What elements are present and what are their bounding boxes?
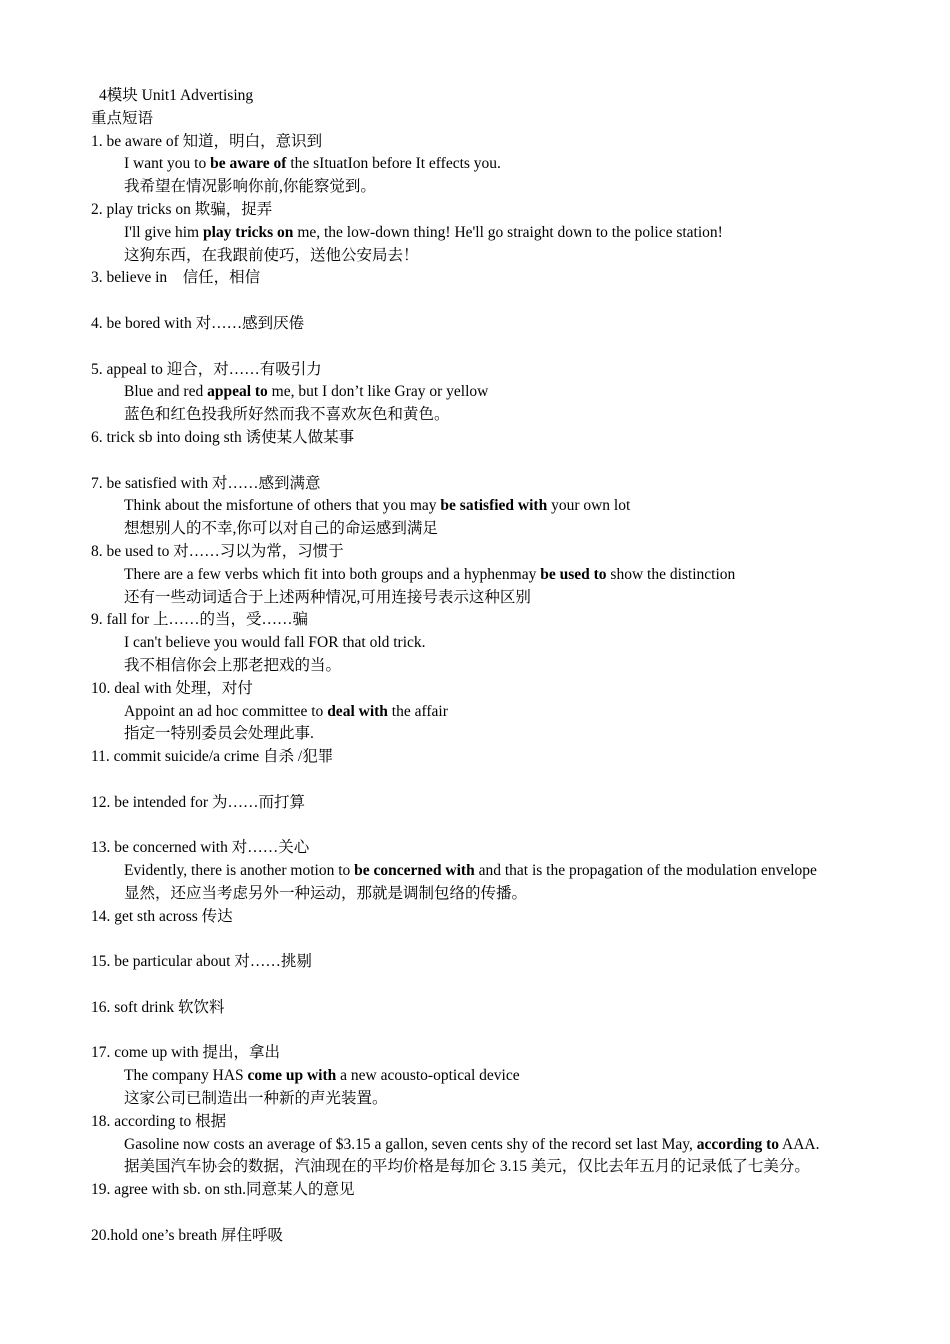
sentence-text: Evidently, there is another motion to: [124, 862, 355, 880]
sentence-text: and that is the propagation of the modulation envelope: [474, 862, 817, 880]
phrase-heading: 11. commit suicide/a crime 自杀 /犯罪: [91, 748, 334, 766]
phrase-highlight: be satisfied with: [440, 497, 548, 515]
sentence-text: Blue and red: [124, 383, 208, 401]
phrase-heading: 17. come up with 提出，拿出: [91, 1044, 280, 1062]
phrase-heading: 13. be concerned with 对……关心: [91, 839, 310, 857]
document-title: 4模块 Unit1 Advertising: [99, 87, 254, 104]
phrase-heading: 2. play tricks on 欺骗，捉弄: [91, 200, 273, 218]
blank-line: [91, 450, 921, 473]
example-sentence-zh: 蓝色和红色投我所好然而我不喜欢灰色和黄色。: [124, 406, 450, 424]
example-sentence-zh: 我希望在情况影响你前,你能察觉到。: [124, 178, 376, 196]
phrase-highlight: appeal to: [207, 383, 268, 401]
example-sentence-zh: 显然，还应当考虑另外一种运动，那就是调制包络的传播。: [124, 884, 528, 902]
example-sentence-en: [91, 701, 921, 724]
example-sentence-en: [91, 153, 921, 176]
phrase-list: [91, 131, 921, 1271]
sentence-text: me, the low-down thing! He'll go straight down to the police station!: [293, 223, 723, 241]
example-sentence-en: [91, 495, 921, 518]
phrase-heading: 18. according to 根据: [91, 1112, 227, 1130]
phrase-heading: 3. believe in 信任，相信: [91, 269, 261, 287]
blank-line: [91, 769, 921, 792]
sentence-text: the affair: [387, 702, 448, 720]
phrase-highlight: come up with: [247, 1067, 337, 1085]
sentence-text: I'll give him: [124, 223, 203, 241]
example-sentence-en: [91, 860, 921, 883]
sentence-text: AAA.: [779, 1135, 820, 1153]
example-sentence-zh: 这狗东西，在我跟前使巧，送他公安局去！: [124, 246, 419, 264]
sentence-text: me, but I don’t like Gray or yellow: [267, 383, 489, 401]
phrase-heading: 15. be particular about 对……挑剔: [91, 953, 312, 971]
blank-line: [91, 336, 921, 359]
sentence-text: Appoint an ad hoc committee to: [124, 702, 328, 720]
phrase-heading: 4. be bored with 对……感到厌倦: [91, 314, 305, 332]
example-sentence-zh: 这家公司已制造出一种新的声光装置。: [124, 1090, 388, 1108]
phrase-heading: 1. be aware of 知道，明白，意识到: [91, 132, 323, 150]
blank-line: [91, 1248, 921, 1271]
sentence-text: There are a few verbs which fit into both groups and a hyphenmay: [124, 565, 541, 583]
sentence-text: show the distinction: [606, 565, 736, 583]
phrase-heading: 7. be satisfied with 对……感到满意: [91, 474, 321, 492]
document-content: [91, 85, 921, 1270]
phrase-heading: 14. get sth across 传达: [91, 907, 233, 925]
phrase-heading: 16. soft drink 软饮料: [91, 998, 225, 1016]
phrase-heading: 6. trick sb into doing sth 诱使某人做某事: [91, 428, 355, 446]
sentence-text: The company HAS: [124, 1067, 248, 1085]
sentence-text: Think about the misfortune of others that you may: [124, 497, 441, 515]
sentence-text: a new acousto-optical device: [336, 1067, 520, 1085]
phrase-highlight: play tricks on: [203, 223, 294, 241]
phrase-heading: 10. deal with 处理，对付: [91, 679, 253, 697]
blank-line: [91, 1020, 921, 1043]
blank-line: [91, 928, 921, 951]
blank-line: [91, 974, 921, 997]
phrase-highlight: deal with: [327, 702, 388, 720]
blank-line: [91, 1202, 921, 1225]
phrase-highlight: be concerned with: [354, 862, 475, 880]
example-sentence-en: [91, 632, 921, 655]
example-sentence-en: [91, 1134, 921, 1157]
phrase-highlight: be used to: [540, 565, 607, 583]
sentence-text: the sItuatIon before It effects you.: [286, 155, 501, 173]
example-sentence-en: [91, 1065, 921, 1088]
example-sentence-en: [91, 564, 921, 587]
example-sentence-en: [91, 381, 921, 404]
sentence-text: I can't believe you would fall FOR that old trick.: [124, 634, 426, 652]
example-sentence-zh: 指定一特别委员会处理此事.: [124, 725, 314, 743]
example-sentence-en: [91, 222, 921, 245]
example-sentence-zh: 还有一些动词适合于上述两种情况,可用连接号表示这种区别: [124, 588, 531, 606]
example-sentence-zh: 据美国汽车协会的数据，汽油现在的平均价格是每加仑 3.15 美元，仅比去年五月的记录低了七美分。: [124, 1158, 810, 1176]
example-sentence-zh: 想想别人的不幸,你可以对自己的命运感到满足: [124, 520, 438, 538]
phrase-heading: 20.hold one’s breath 屏住呼吸: [91, 1226, 284, 1244]
phrase-heading: 5. appeal to 迎合，对……有吸引力: [91, 360, 322, 378]
sentence-text: I want you to: [124, 155, 211, 173]
blank-line: [91, 290, 921, 313]
phrase-highlight: be aware of: [210, 155, 287, 173]
phrase-heading: 8. be used to 对……习以为常，习惯于: [91, 542, 344, 560]
sentence-text: Gasoline now costs an average of $3.15 a gallon, seven cents shy of the record set last May,: [124, 1135, 697, 1153]
section-heading: 重点短语: [91, 109, 154, 127]
sentence-text: your own lot: [547, 497, 631, 515]
phrase-heading: 9. fall for 上……的当，受……骗: [91, 611, 308, 629]
blank-line: [91, 815, 921, 838]
phrase-heading: 19. agree with sb. on sth.同意某人的意见: [91, 1181, 355, 1199]
phrase-highlight: according to: [696, 1135, 779, 1153]
phrase-heading: 12. be intended for 为……而打算: [91, 793, 305, 811]
example-sentence-zh: 我不相信你会上那老把戏的当。: [124, 656, 342, 674]
